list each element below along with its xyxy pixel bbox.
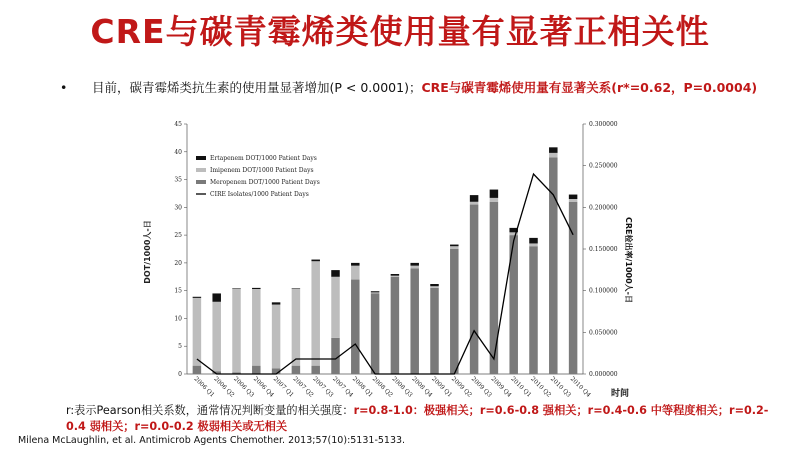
plot-area xyxy=(174,121,617,399)
bar-meropenem xyxy=(391,277,400,374)
y-tick-label: 40 xyxy=(174,148,182,156)
y-tick-label: 10 xyxy=(174,315,182,323)
bar-meropenem xyxy=(490,202,499,374)
x-tick-label: 2007 Q2 xyxy=(291,375,315,399)
y-tick-label: 45 xyxy=(174,121,182,128)
y2-tick-label: 0.200000 xyxy=(589,204,618,212)
bar-imipenem xyxy=(371,292,380,293)
bar-ertapenem xyxy=(529,238,538,244)
x-tick-label: 2006 Q3 xyxy=(232,375,256,399)
x-tick-label: 2010 Q2 xyxy=(529,375,553,399)
x-axis-label: 时间 xyxy=(610,389,630,399)
bar-imipenem xyxy=(311,261,320,365)
x-tick-label: 2008 Q3 xyxy=(390,375,414,399)
bar-ertapenem xyxy=(549,147,558,153)
bar-ertapenem xyxy=(410,263,419,266)
bar-meropenem xyxy=(252,366,260,374)
x-tick-label: 2007 Q1 xyxy=(271,375,295,399)
bar-imipenem xyxy=(549,153,558,157)
bar-ertapenem xyxy=(252,288,260,289)
y2-tick-label: 0.100000 xyxy=(589,287,618,295)
x-tick-label: 2006 Q4 xyxy=(251,375,276,399)
bar-meropenem xyxy=(430,288,439,374)
x-tick-label: 2008 Q2 xyxy=(370,375,394,399)
bullet-marker: • xyxy=(60,80,68,95)
bar-ertapenem xyxy=(430,284,439,286)
note-prefix: r:表示Pearson相关系数，通常情况判断变量的相关强度： xyxy=(66,404,354,417)
bar-ertapenem xyxy=(212,293,221,301)
bar-ertapenem xyxy=(193,297,202,298)
y-tick-label: 35 xyxy=(174,176,182,184)
bar-ertapenem xyxy=(391,274,400,276)
y2-tick-label: 0.300000 xyxy=(589,121,618,128)
x-tick-label: 2007 Q4 xyxy=(331,375,355,399)
x-tick-label: 2009 Q3 xyxy=(469,375,493,399)
y2-tick-label: 0.000000 xyxy=(589,371,618,378)
x-tick-label: 2007 Q3 xyxy=(311,375,335,399)
x-tick-label: 2006 Q1 xyxy=(192,375,216,399)
y-axis-label: DOT/1000人-日 xyxy=(143,220,152,284)
x-tick-label: 2008 Q1 xyxy=(350,375,375,399)
y2-tick-label: 0.250000 xyxy=(589,162,618,170)
legend-label-imipenem: Imipenem DOT/1000 Patient Days xyxy=(210,167,314,174)
bar-meropenem xyxy=(311,366,320,374)
y-tick-label: 0 xyxy=(178,371,182,378)
note-highlight: r=0.8-1.0：极强相关；r=0.6-0.8 强相关；r=0.4-0.6 中等程度相关；r=0.2-0.4 弱相关；r=0.0-0.2 极弱相关或无相关 xyxy=(66,404,769,433)
bar-ertapenem xyxy=(569,195,578,199)
bar-imipenem xyxy=(212,302,221,371)
bar-imipenem xyxy=(450,246,459,249)
slide-title: CRE与碳青霉烯类使用量有显著正相关性 xyxy=(90,12,710,51)
legend-label-meropenem: Meropenem DOT/1000 Patient Days xyxy=(210,179,320,186)
bar-imipenem xyxy=(391,276,400,277)
bar-ertapenem xyxy=(311,260,320,262)
x-tick-label: 2010 Q1 xyxy=(509,375,533,399)
bar-imipenem xyxy=(410,266,419,269)
bar-imipenem xyxy=(232,289,241,372)
bar-meropenem xyxy=(549,157,558,374)
bar-ertapenem xyxy=(490,190,499,198)
bullet-point xyxy=(60,78,757,96)
x-tick-label: 2008 Q4 xyxy=(410,375,434,399)
y2-tick-label: 0.050000 xyxy=(589,329,618,337)
y-tick-label: 5 xyxy=(178,343,182,351)
bar-imipenem xyxy=(331,277,340,338)
legend-swatch-meropenem xyxy=(196,180,206,184)
bar-meropenem xyxy=(410,268,419,374)
bar-imipenem xyxy=(490,198,499,202)
bullet-highlight: CRE与碳青霉烯使用量有显著关系(r*=0.62，P=0.0004) xyxy=(421,80,758,95)
bar-meropenem xyxy=(371,293,380,374)
bar-ertapenem xyxy=(351,263,360,266)
correlation-note xyxy=(66,403,786,435)
y2-axis-label: CRE检出率/1000人-日 xyxy=(624,216,633,304)
legend-label-cire: CIRE Isolates/1000 Patient Days xyxy=(210,191,309,198)
citation: Milena McLaughlin, et al. Antimicrob Agents Chemother. 2013;57(10):5131-5133. xyxy=(18,435,406,446)
x-tick-label: 2010 Q4 xyxy=(568,375,592,399)
legend-label-ertapenem: Ertapenem DOT/1000 Patient Days xyxy=(210,155,317,162)
bar-ertapenem xyxy=(450,245,459,247)
bar-meropenem xyxy=(450,249,459,374)
bar-meropenem xyxy=(470,205,479,374)
bar-ertapenem xyxy=(292,288,301,289)
bar-meropenem xyxy=(292,366,301,374)
bar-imipenem xyxy=(470,202,479,205)
legend-swatch-imipenem xyxy=(196,168,206,172)
bar-imipenem xyxy=(569,199,578,202)
y-tick-label: 20 xyxy=(174,259,182,267)
y2-tick-label: 0.150000 xyxy=(589,246,618,253)
x-tick-label: 2006 Q2 xyxy=(212,375,236,399)
bar-ertapenem xyxy=(470,195,479,202)
x-tick-label: 2009 Q2 xyxy=(449,375,474,399)
bar-imipenem xyxy=(272,305,281,369)
bar-meropenem xyxy=(351,280,360,374)
bar-ertapenem xyxy=(272,302,281,304)
bar-imipenem xyxy=(193,298,202,366)
y-tick-label: 30 xyxy=(174,204,182,212)
x-tick-label: 2009 Q4 xyxy=(489,375,513,399)
bar-imipenem xyxy=(529,243,538,246)
bar-ertapenem xyxy=(331,270,340,277)
carbapenem-cre-chart xyxy=(140,112,640,402)
y-tick-label: 15 xyxy=(174,287,182,295)
legend-swatch-ertapenem xyxy=(196,156,206,160)
bar-imipenem xyxy=(430,286,439,288)
bar-ertapenem xyxy=(371,291,380,292)
x-tick-label: 2009 Q1 xyxy=(430,375,454,399)
bar-meropenem xyxy=(193,366,202,374)
x-tick-label: 2010 Q3 xyxy=(548,375,573,399)
bullet-text: 目前，碳青霉烯类抗生素的使用量显著增加(P < 0.0001)； xyxy=(92,80,422,95)
bar-ertapenem xyxy=(232,288,241,289)
bar-meropenem xyxy=(529,246,538,374)
bar-imipenem xyxy=(351,266,360,280)
bar-imipenem xyxy=(252,289,260,366)
bar-imipenem xyxy=(292,289,301,366)
y-tick-label: 25 xyxy=(174,232,182,240)
